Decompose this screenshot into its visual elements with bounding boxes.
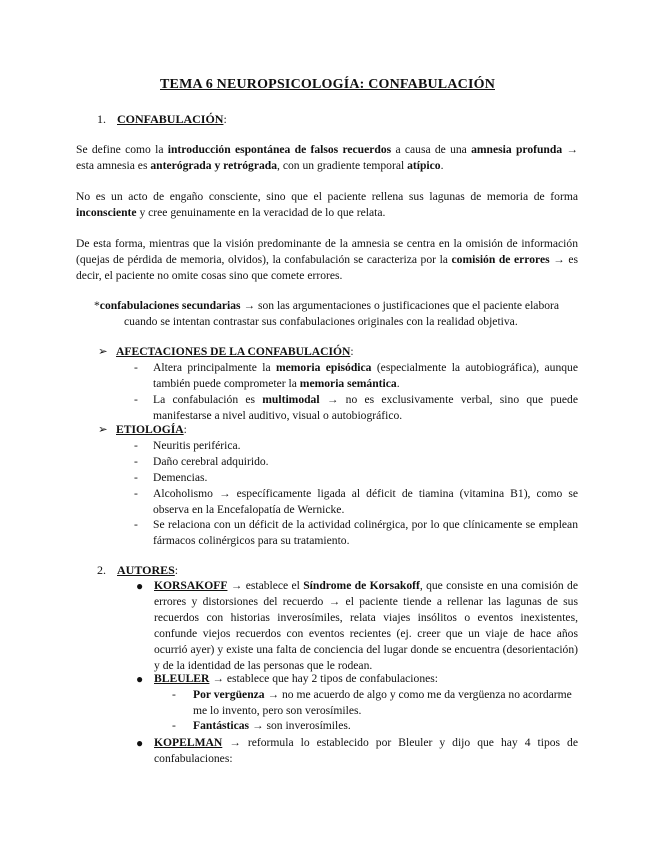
list-item-text: [153, 360, 578, 392]
type-text: [193, 687, 578, 719]
text-run: .: [396, 377, 400, 390]
dash-bullet: -: [134, 393, 138, 406]
circle-bullet-icon: ●: [136, 672, 144, 686]
circle-bullet-icon: ●: [136, 736, 144, 750]
dash-bullet: -: [134, 361, 138, 374]
text-run: → esta amnesia es: [76, 143, 578, 172]
text-run: → es decir, el paciente no omite cosas sino que comete errores.: [76, 253, 578, 282]
arrowhead-bullet-icon: ➢: [98, 345, 108, 358]
text-run: Se define como la: [76, 143, 168, 156]
bold-term: anterógrada y retrógrada: [150, 159, 278, 172]
list-item-text: [153, 392, 578, 424]
dash-bullet: -: [134, 487, 138, 500]
text-run: .: [440, 159, 444, 172]
section-colon: :: [174, 563, 179, 577]
subheading-text: ETIOLOGÍA: [116, 423, 184, 436]
author-name: BLEULER: [154, 672, 210, 685]
dash-bullet: -: [134, 455, 138, 468]
note-secondary-confabulations: [94, 298, 564, 330]
bold-term: comisión de errores: [451, 253, 550, 266]
text-run: → son inverosímiles.: [249, 719, 351, 732]
list-item-afectacion-1: [136, 360, 578, 392]
subheading-afectaciones: [98, 344, 578, 360]
bleuler-type-2: [172, 718, 578, 734]
type-text: [193, 718, 578, 734]
list-item-text: Daño cerebral adquirido.: [153, 455, 269, 468]
list-item-text: Alcoholismo → específicamente ligada al déficit de tiamina (vitamina B1), como se observa en la Encefalopatía de Wernicke.: [153, 487, 578, 516]
text-run: → establece el: [227, 579, 304, 592]
note-line-1: [94, 298, 564, 314]
bold-term: Síndrome de Korsakoff: [303, 579, 420, 592]
section-number: 1.: [97, 112, 106, 126]
asterisk: *: [94, 299, 100, 312]
section-title: AUTORES: [117, 563, 175, 577]
title-text: TEMA 6 NEUROPSICOLOGÍA: CONFABULACIÓN: [160, 77, 495, 92]
subheading-text: AFECTACIONES DE LA CONFABULACIÓN: [116, 345, 351, 358]
bold-term: introducción espontánea de falsos recuerdos: [167, 143, 392, 156]
subheading-etiologia: [98, 422, 578, 438]
colon: :: [183, 423, 187, 436]
section-heading-confabulacion: [97, 111, 227, 127]
list-item-text: Demencias.: [153, 471, 208, 484]
bold-term: inconsciente: [76, 206, 137, 219]
list-item-text: Neuritis periférica.: [153, 439, 241, 452]
list-item-etiologia-4: [136, 486, 578, 518]
paragraph-not-deception: [76, 189, 578, 221]
dash-bullet: -: [134, 439, 138, 452]
text-run: De esta forma, mientras que la visión predominante de la amnesia se centra en la omisión de información (quejas de pérdida de memoria, olvidos), la confabulación se caracteriza por la: [76, 237, 578, 266]
dash-bullet: -: [134, 518, 138, 531]
arrowhead-bullet-icon: ➢: [98, 423, 108, 436]
section-colon: :: [223, 112, 227, 126]
bleuler-type-1: [172, 687, 578, 719]
text-run: → establece que hay 2 tipos de confabulaciones:: [209, 672, 438, 685]
text-run: , que consiste en una comisión de errores y distorsiones del recuerdo → el paciente tiende a rellenar las lagunas de sus recuerdos con historias inverosímiles, relata viajes insólitos o eventos inexistentes, confunde viejos recuerdos con eventos recientes (ej. creer que un viaje de hace años ocurrió ayer) y existe una falta de conciencia del lugar donde se encuentra (desorientación) y de la identidad de las personas que le rodean.: [154, 579, 578, 672]
dash-bullet: -: [172, 719, 176, 732]
page-title: [0, 77, 655, 93]
paragraph-definition: [76, 142, 578, 174]
dash-bullet: -: [134, 471, 138, 484]
author-name: KORSAKOFF: [154, 579, 228, 592]
text-run: → reformula lo establecido por Bleuler y dijo que hay 4 tipos de confabulaciones:: [154, 736, 578, 765]
text-run: No es un acto de engaño consciente, sino que el paciente rellena sus lagunas de memoria de forma: [76, 190, 578, 203]
bold-term: confabulaciones secundarias: [99, 299, 241, 312]
section-title: CONFABULACIÓN: [117, 112, 224, 126]
bold-term: Por vergüenza: [193, 688, 265, 701]
bold-term: memoria episódica: [275, 361, 372, 374]
dash-bullet: -: [172, 688, 176, 701]
text-run: a causa de una: [391, 143, 472, 156]
text-run: → no es exclusivamente verbal, sino que puede manifestarse a nivel auditivo, visual o autobiográfico.: [153, 393, 578, 422]
list-item-etiologia-5: [136, 517, 578, 549]
author-text: [154, 735, 578, 767]
list-item-afectacion-2: [136, 392, 578, 424]
list-item-etiologia-1: [136, 438, 578, 454]
text-run: , con un gradiente temporal: [277, 159, 408, 172]
text-run: (especialmente la autobiográfica), aunque también puede comprometer la: [153, 361, 578, 390]
author-korsakoff: [136, 578, 578, 674]
circle-bullet-icon: ●: [136, 579, 144, 593]
bold-term: atípico: [407, 159, 441, 172]
author-text: [154, 671, 578, 687]
text-run: La confabulación es: [153, 393, 263, 406]
author-text: [154, 578, 578, 674]
list-item-etiologia-2: [136, 454, 578, 470]
bold-term: multimodal: [262, 393, 320, 406]
bold-term: Fantásticas: [193, 719, 250, 732]
section-heading-autores: [97, 562, 178, 578]
text-run: → son las argumentaciones o justificaciones que el paciente elabora: [240, 299, 560, 312]
author-kopelman: [136, 735, 578, 767]
note-line-2: cuando se intentan contrastar sus confabulaciones originales con la realidad objetiva.: [124, 315, 518, 328]
list-item-text: Se relaciona con un déficit de la actividad colinérgica, por lo que clínicamente se emplean fármacos colinérgicos para su tratamiento.: [153, 518, 578, 547]
bold-term: memoria semántica: [299, 377, 397, 390]
author-bleuler: [136, 671, 578, 687]
paragraph-comision-errores: [76, 236, 578, 284]
colon: :: [350, 345, 354, 358]
text-run: → no me acuerdo de algo y como me da vergüenza no acordarme me lo invento, pero son verosímiles.: [193, 688, 572, 717]
author-name: KOPELMAN: [154, 736, 223, 749]
list-item-etiologia-3: [136, 470, 578, 486]
bold-term: amnesia profunda: [471, 143, 563, 156]
text-run: y cree genuinamente en la veracidad de lo que relata.: [136, 206, 386, 219]
text-run: Altera principalmente la: [153, 361, 276, 374]
section-number: 2.: [97, 563, 106, 577]
